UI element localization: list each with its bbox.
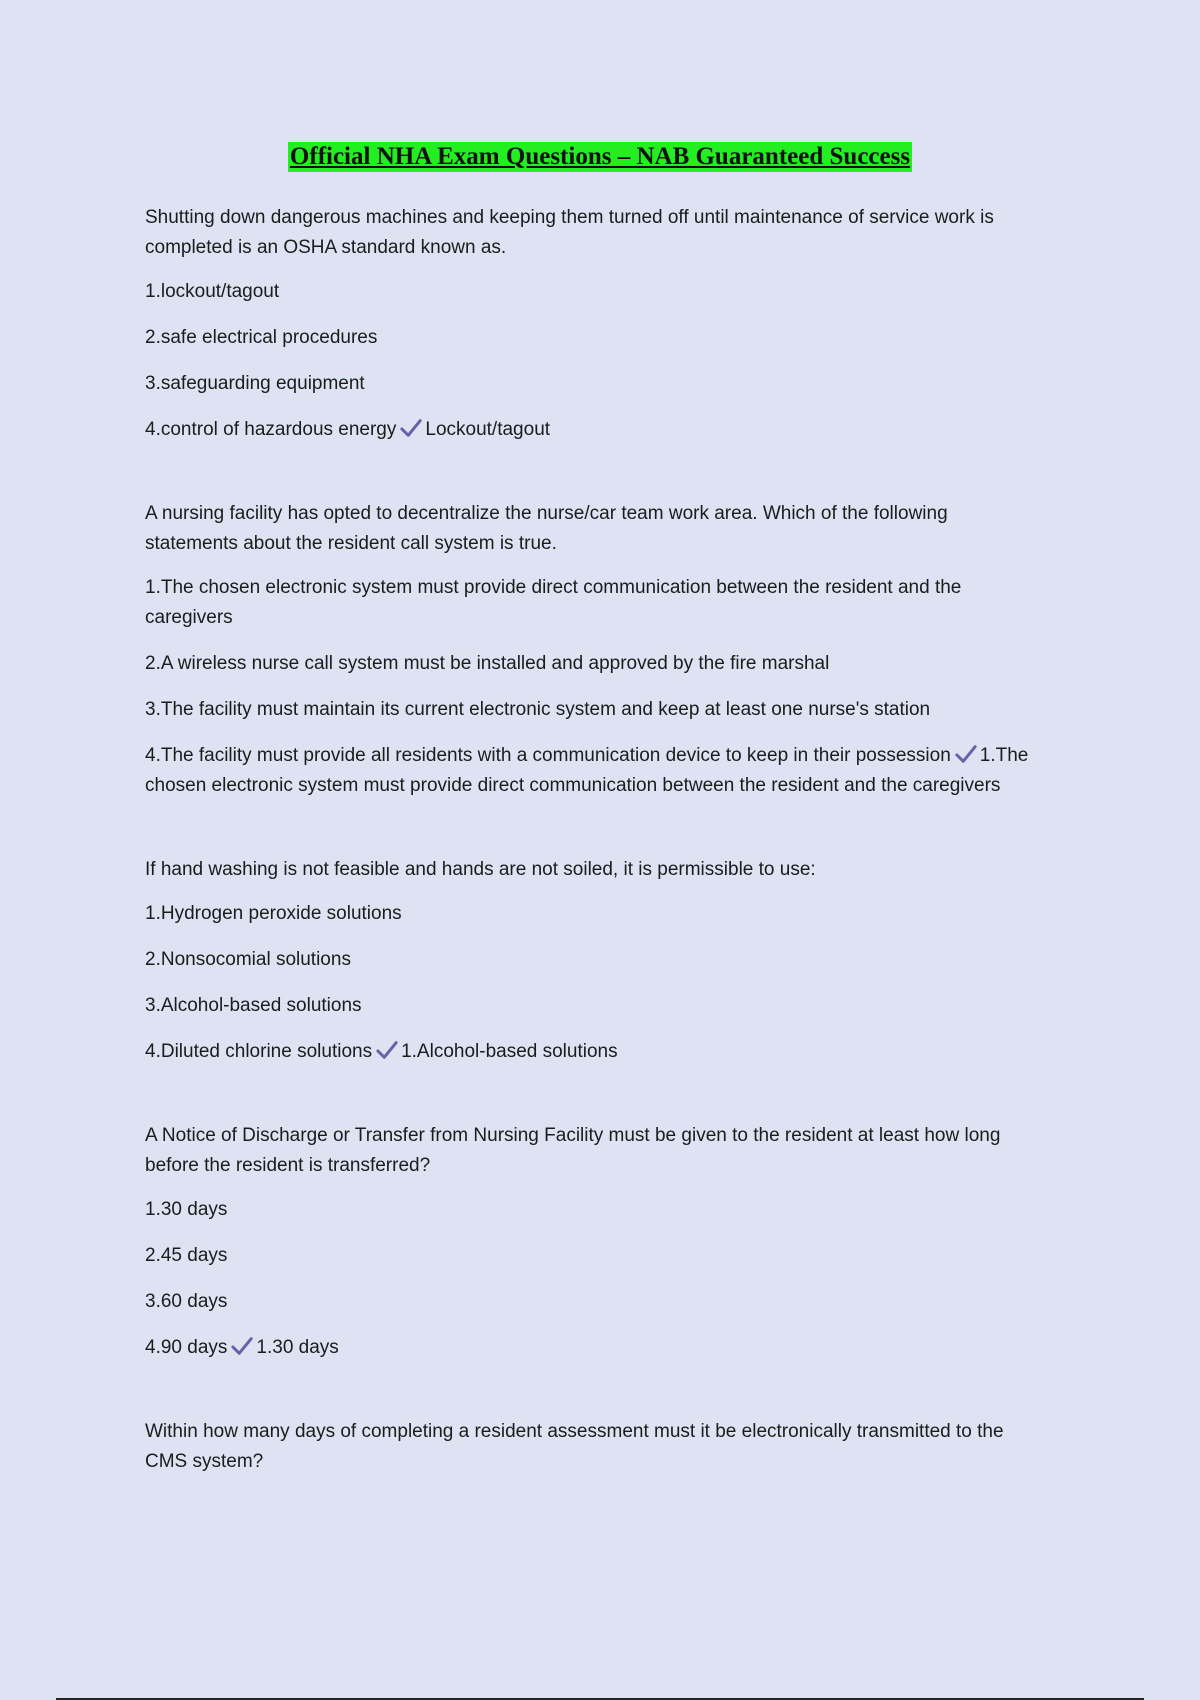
answer-option: 4.Diluted chlorine solutions [145, 1041, 373, 1062]
question-block [145, 1417, 1045, 1477]
answer-option: 3.60 days [145, 1291, 228, 1312]
answer-option: 1.lockout/tagout [145, 281, 280, 302]
question-text: A nursing facility has opted to decentralize the nurse/car team work area. Which of the following statements about the resident call system is true. [145, 503, 948, 554]
checkmark-icon [231, 1335, 253, 1357]
question-block [145, 499, 1045, 801]
correct-answer: 1.Alcohol-based solutions [401, 1041, 618, 1062]
checkmark-icon [376, 1039, 398, 1061]
question-text: Within how many days of completing a resident assessment must it be electronically transmitted to the CMS system? [145, 1421, 1004, 1472]
answer-option-with-answer [145, 1037, 1045, 1067]
answer-option: 4.The facility must provide all residents with a communication device to keep in their possession [145, 745, 951, 766]
checkmark-icon [955, 743, 977, 765]
answer-option-with-answer [145, 415, 1045, 445]
correct-answer: 1.30 days [256, 1337, 339, 1358]
answer-option: 3.The facility must maintain its current electronic system and keep at least one nurse's station [145, 699, 931, 720]
answer-option: 2.45 days [145, 1245, 228, 1266]
question-text: Shutting down dangerous machines and keeping them turned off until maintenance of service work is completed is an OSHA standard known as. [145, 207, 994, 258]
question-text: A Notice of Discharge or Transfer from Nursing Facility must be given to the resident at least how long before the resident is transferred? [145, 1125, 1001, 1176]
answer-option: 1.The chosen electronic system must provide direct communication between the resident and the caregivers [145, 577, 962, 628]
answer-option: 4.90 days [145, 1337, 228, 1358]
question-block [145, 855, 1045, 1067]
answer-option: 2.Nonsocomial solutions [145, 949, 351, 970]
answer-option: 3.Alcohol-based solutions [145, 995, 362, 1016]
answer-option: 4.control of hazardous energy [145, 419, 397, 440]
title-container [0, 142, 1200, 172]
document-title: Official NHA Exam Questions – NAB Guaranteed Success [289, 143, 911, 170]
question-list [145, 203, 1045, 1531]
answer-option: 1.Hydrogen peroxide solutions [145, 903, 402, 924]
answer-option: 2.A wireless nurse call system must be installed and approved by the fire marshal [145, 653, 830, 674]
answer-option: 3.safeguarding equipment [145, 373, 365, 394]
correct-answer: Lockout/tagout [425, 419, 551, 440]
question-block [145, 203, 1045, 445]
answer-option: 1.30 days [145, 1199, 228, 1220]
question-block [145, 1121, 1045, 1363]
answer-option-with-answer [145, 1333, 1045, 1363]
checkmark-icon [400, 417, 422, 439]
correct-answer: 1.The chosen electronic system must provide direct communication between the resident and the caregivers [145, 745, 1029, 796]
answer-option: 2.safe electrical procedures [145, 327, 378, 348]
question-text: If hand washing is not feasible and hands are not soiled, it is permissible to use: [145, 859, 816, 880]
answer-option-with-answer [145, 741, 1045, 801]
